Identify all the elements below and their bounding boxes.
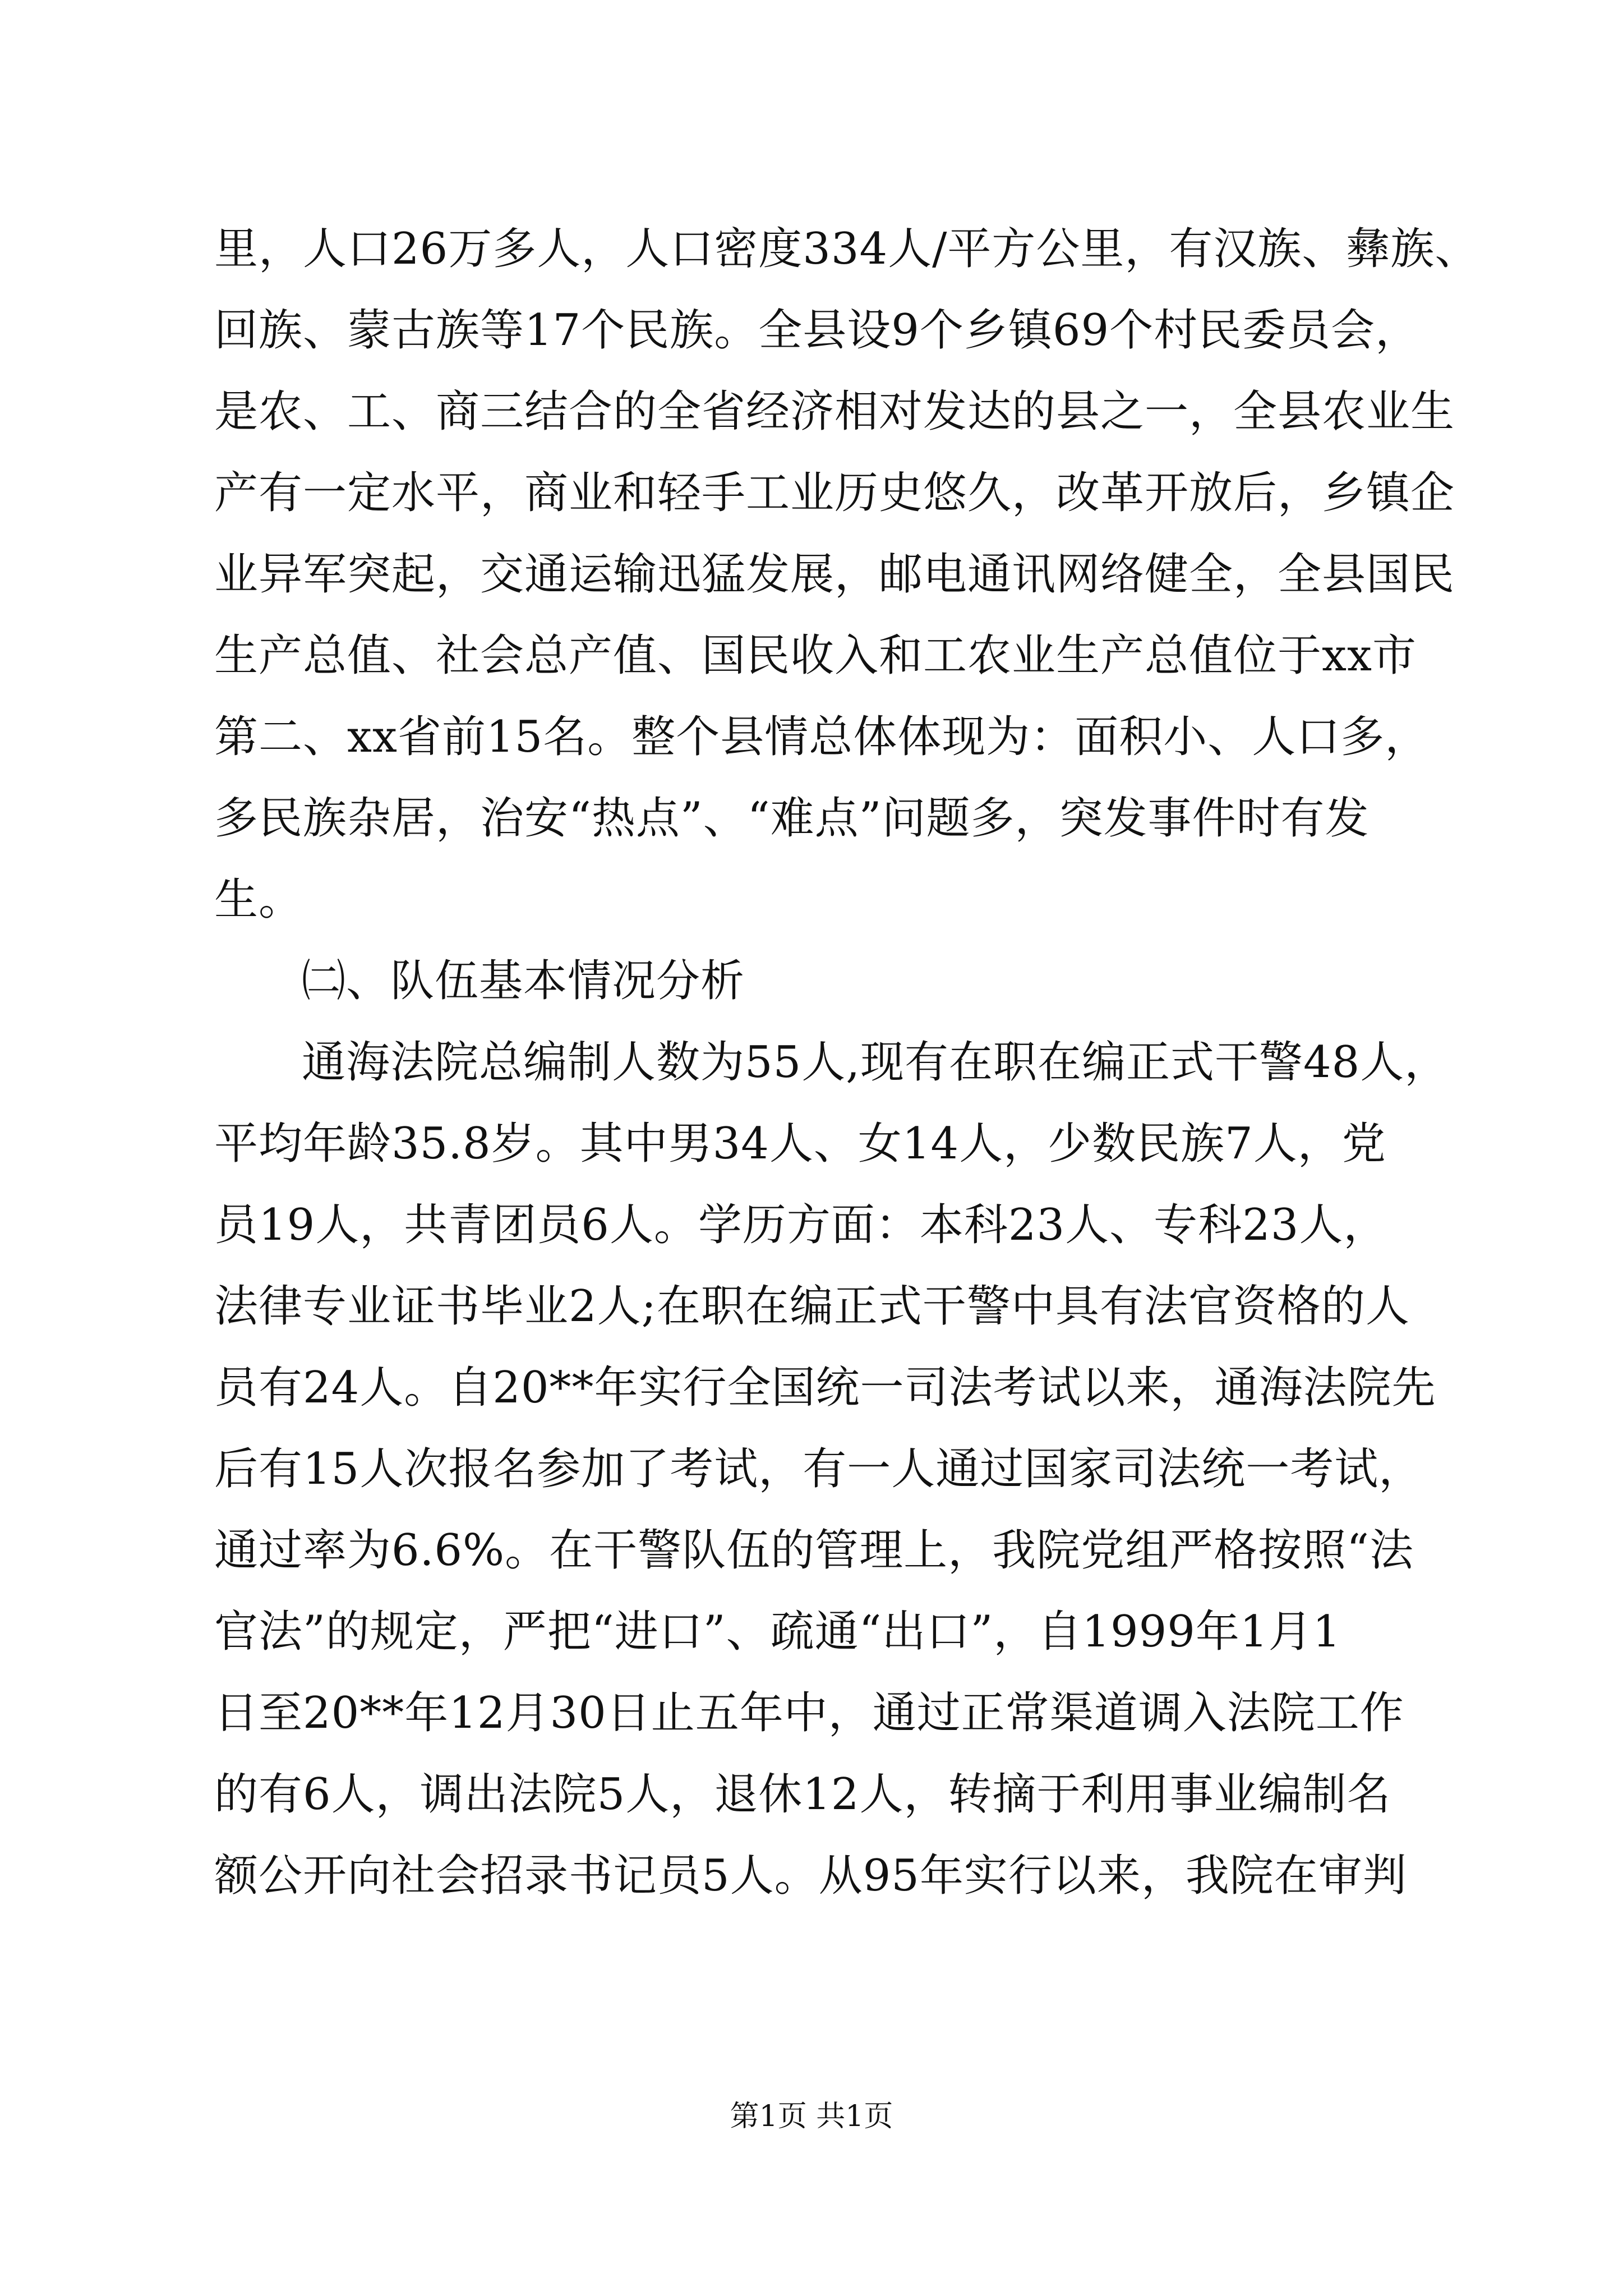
text-line: 额公开向社会招录书记员5人。从95年实行以来，我院在审判	[214, 1851, 1407, 1901]
text-line: 第二、xx省前15名。整个县情总体体现为：面积小、人口多，	[214, 712, 1430, 762]
page-footer: 第1页 共1页	[730, 2100, 893, 2133]
text-line: 生产总值、社会总产值、国民收入和工农业生产总值位于xx市	[214, 631, 1417, 681]
text-line: 多民族杂居，治安“热点”、“难点”问题多，突发事件时有发	[214, 793, 1370, 844]
text-line: 法律专业证书毕业2人;在职在编正式干警中具有法官资格的人	[214, 1281, 1410, 1332]
text-line: 通过率为6.6%。在干警队伍的管理上，我院党组严格按照“法	[214, 1525, 1414, 1576]
text-line: 里，人口26万多人，人口密度334人/平方公里，有汉族、彝族、	[214, 224, 1479, 274]
text-line: 产有一定水平，商业和轻手工业历史悠久，改革开放后，乡镇企	[214, 468, 1455, 518]
text-line: 员有24人。自20**年实行全国统一司法考试以来，通海法院先	[214, 1363, 1436, 1413]
text-line: 平均年龄35.8岁。其中男34人、女14人，少数民族7人，党	[214, 1119, 1386, 1169]
text-line: 业异军突起，交通运输迅猛发展，邮电通讯网络健全，全县国民	[214, 549, 1455, 600]
text-line: 官法”的规定，严把“进口”、疏通“出口”，自1999年1月1	[214, 1607, 1341, 1657]
text-line: 回族、蒙古族等17个民族。全县设9个乡镇69个村民委员会，	[214, 305, 1420, 356]
text-line: 是农、工、商三结合的全省经济相对发达的县之一，全县农业生	[214, 386, 1455, 437]
text-line: 的有6人，调出法院5人，退休12人，转摘于利用事业编制名	[214, 1769, 1391, 1820]
text-line: 生。	[214, 875, 303, 925]
text-line: 日至20**年12月30日止五年中，通过正常渠道调入法院工作	[214, 1688, 1404, 1738]
section-heading: ㈡、队伍基本情况分析	[302, 956, 745, 1006]
document-body	[214, 209, 1479, 1917]
text-line: 员19人，共青团员6人。学历方面：本科23人、专科23人，	[214, 1200, 1388, 1250]
text-line: 后有15人次报名参加了考试，有一人通过国家司法统一考试，	[214, 1444, 1423, 1494]
text-line: 通海法院总编制人数为55人,现有在职在编正式干警48人，	[302, 1037, 1449, 1088]
